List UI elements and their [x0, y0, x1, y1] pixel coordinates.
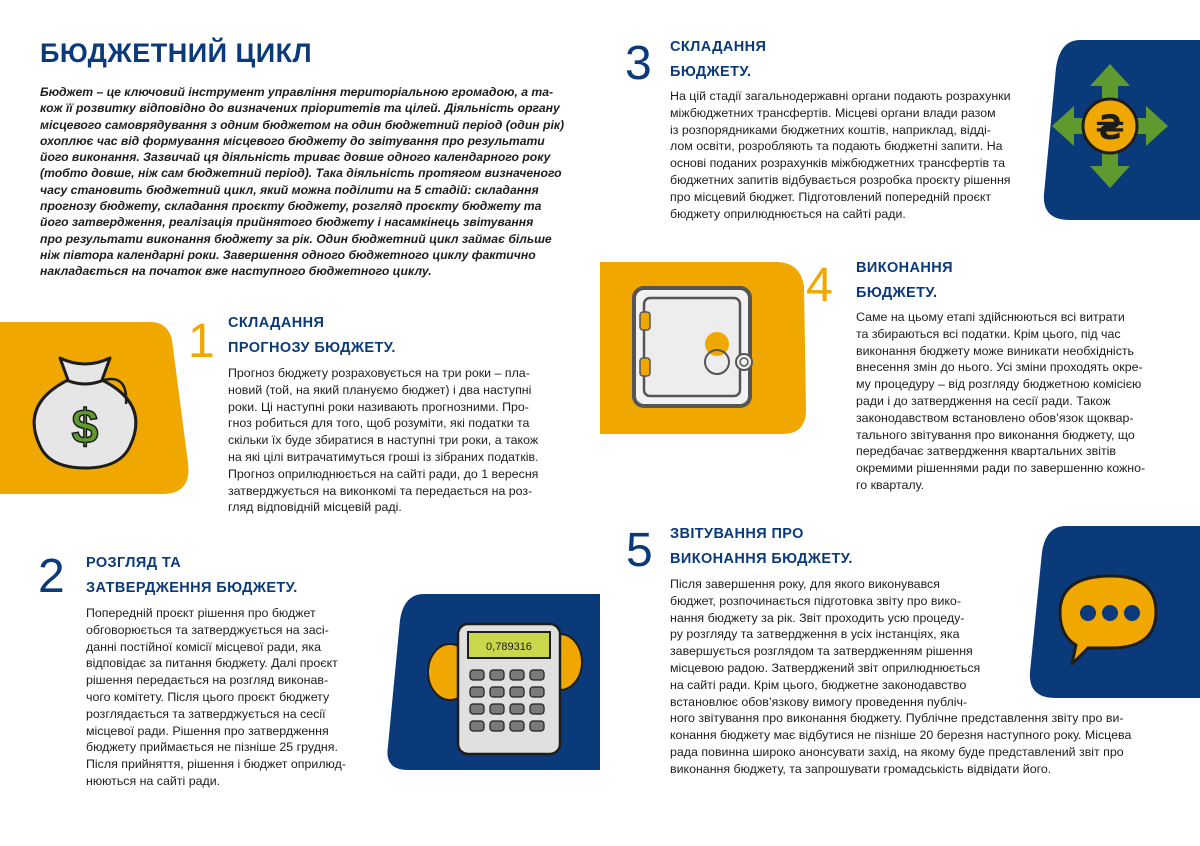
stage-1-title-line: ПРОГНОЗУ БЮДЖЕТУ.	[228, 340, 396, 356]
stage-2-line: відповідає за питання бюджету. Далі проєкт	[86, 656, 338, 671]
stage-2-title	[86, 551, 298, 601]
stage-4-text	[856, 309, 1145, 494]
page-title: БЮДЖЕТНИЙ ЦИКЛ	[40, 38, 313, 68]
intro-line: його затвердження, реалізація прийнятого бюджету і насамкінець звітування	[40, 215, 534, 230]
stage-5-line: конання бюджету має відбутися не пізніше 20 березня наступного року. Місцева	[670, 728, 1132, 743]
stage-3-illustration	[1030, 38, 1200, 222]
intro-line: охоплює час від формування місцевого бюджету до звітування про результати	[40, 133, 545, 148]
hryvnia-coin-arrows-icon	[1030, 38, 1200, 222]
stage-4-line: передбачає затвердження квартальних звітів	[856, 444, 1116, 459]
stage-3-title-line: СКЛАДАННЯ	[670, 39, 767, 55]
stage-5-title-line: ВИКОНАННЯ БЮДЖЕТУ.	[670, 551, 853, 567]
stage-1-text	[228, 365, 539, 516]
stage-2-line: розглядається та затверджується на сесії	[86, 706, 326, 721]
stage-2-line: бюджету приймається не пізніше 25 грудня.	[86, 740, 338, 755]
safe-icon	[600, 260, 808, 436]
intro-line: місцевого самоврядування з одним бюджетом на один бюджетний період (один рік)	[40, 117, 565, 132]
stage-1-number: 1	[188, 315, 215, 368]
intro-line: Бюджет – це ключовий інструмент управління територіальною громадою, а та-	[40, 85, 554, 99]
stage-5-line: рада повинна широко анонсувати захід, на якому буде представлений звіт про	[670, 744, 1124, 759]
intro-line: його виконання. Зазвичай ця діяльність триває довше одного календарного року	[40, 150, 551, 165]
calculator-display: 0,789316	[486, 641, 532, 653]
stage-2-number: 2	[38, 550, 65, 603]
stage-5-title	[670, 522, 853, 572]
stage-5-line: ру розгляду та затвердження в усіх інстанціях, яка	[670, 627, 960, 642]
stage-4-line: законодавством встановлено обов’язок щоквар-	[856, 410, 1134, 425]
svg-text:$: $	[71, 401, 99, 454]
stage-4-illustration	[600, 260, 808, 436]
intro-line: ніж півтора календарні роки. Завершення одного бюджетного циклу фактично	[40, 247, 536, 262]
stage-1-line: Прогноз бюджету розраховується на три роки – пла-	[228, 366, 530, 380]
intro-line: про результати виконання бюджету за рік. Один бюджетний цикл займає більше	[40, 231, 552, 246]
stage-4-line: виконання бюджету може виникати необхідність	[856, 343, 1135, 358]
stage-5-line: Після завершення року, для якого виконувався	[670, 577, 940, 591]
stage-3-title	[670, 35, 766, 85]
stage-4-title-line: ВИКОНАННЯ	[856, 260, 953, 276]
stage-2-title-line: ЗАТВЕРДЖЕННЯ БЮДЖЕТУ.	[86, 580, 298, 596]
stage-2-line: рішення передається на розгляд виконав-	[86, 673, 329, 688]
stage-2-line: обговорюється та затверджується на засі-	[86, 622, 329, 637]
stage-2-line: нюються на сайті ради.	[86, 773, 221, 788]
intro-line: кож її розвитку відповідно до визначених пріоритетів та цілей. Діяльність органу	[40, 101, 560, 116]
stage-2-line: Після прийняття, рішення і бюджет оприлюд-	[86, 757, 346, 772]
stage-3-number: 3	[625, 37, 652, 90]
stage-5-line: місцевою радою. Затверджений звіт оприлюднюється	[670, 660, 981, 675]
stage-4-number: 4	[806, 259, 833, 312]
stage-3-line: бюджету оприлюднюється на сайті ради.	[670, 206, 906, 221]
stage-3-line: На цій стадії загальнодержавні органи подають розрахунки	[670, 89, 1011, 103]
stage-3-line: основі поданих розрахунків міжбюджетних трансфертів та	[670, 156, 1005, 171]
stage-4-title-line: БЮДЖЕТУ.	[856, 285, 938, 301]
stage-5-line: бюджет, розпочинається підготовка звіту про вико-	[670, 593, 961, 608]
stage-1-line: затверджується на виконкомі та передається на роз-	[228, 483, 533, 498]
stage-3-line: про місцевий бюджет. Підготовлений попередній проєкт	[670, 189, 992, 204]
stage-4-line: внесення змін до нього. Усі зміни проходять окре-	[856, 360, 1143, 375]
stage-5-line: виконання бюджету, та запрошувати громадськість відвідати його.	[670, 761, 1052, 776]
stage-4-line: го кварталу.	[856, 477, 925, 492]
intro-line: (тобто довше, ніж сам бюджетний період). Така діяльність протягом визначеного	[40, 166, 562, 181]
stage-4-line: ради і до затвердження на сесії ради. Також	[856, 393, 1111, 408]
intro-paragraph	[40, 84, 575, 280]
stage-1-illustration	[0, 318, 190, 498]
money-bag-icon	[0, 318, 190, 498]
stage-5-line: встановлює обов’язкову вимогу проведення публіч-	[670, 694, 968, 709]
stage-5-line: нання бюджету за рік. Звіт проходить усю процеду-	[670, 610, 965, 625]
intro-line: накладається на початок вже наступного бюджетного циклу.	[40, 264, 432, 279]
stage-4-line: тального звітування про виконання бюджету, що	[856, 427, 1135, 442]
stage-5-title-line: ЗВІТУВАННЯ ПРО	[670, 526, 804, 542]
stage-3-line: лом освіти, розробляють та подають бюджетні запити. На	[670, 139, 1003, 154]
stage-1-line: Прогноз оприлюднюється на сайті ради, до 1 вересня	[228, 466, 539, 481]
stage-2-line: Попередній проєкт рішення про бюджет	[86, 606, 316, 620]
stage-5-line: на сайті ради. Крім цього, бюджетне законодавство	[670, 677, 967, 692]
stage-1-line: гноз робиться для того, щоб розуміти, які податки та	[228, 416, 530, 431]
stage-1-title	[228, 311, 396, 361]
stage-4-line: та збираються всі податки. Крім цього, під час	[856, 326, 1121, 341]
stage-1-title-line: СКЛАДАННЯ	[228, 315, 325, 331]
stage-2-line: місцевої ради. Рішення про затвердження	[86, 723, 329, 738]
stage-1-line: роки. Ці наступні роки називають прогнозними. Про-	[228, 399, 529, 414]
stage-2-illustration	[378, 590, 600, 774]
stage-3-line: міжбюджетних трансфертів. Місцеві органи влади разом	[670, 105, 996, 120]
stage-1-line: гляд відповідній місцевій раді.	[228, 500, 402, 515]
stage-2-line: данні постійної комісії місцевої ради, яка	[86, 639, 321, 654]
stage-4-line: окремими рішеннями ради по завершенню кожно-	[856, 461, 1146, 476]
intro-line: прогнозу бюджету, складання проєкту бюджету, розгляд проєкту бюджету та	[40, 199, 542, 214]
calculator-icon	[378, 590, 600, 774]
stage-3-text	[670, 88, 1011, 222]
stage-4-title	[856, 256, 953, 306]
stage-1-line: скільки їх буде збиратися в наступні три роки, а також	[228, 433, 539, 448]
stage-5-number: 5	[626, 524, 653, 577]
stage-4-line: му процедуру – від розгляду бюджетною комісією	[856, 377, 1142, 392]
stage-5-line: ного звітування про виконання бюджету. Публічне представлення звіту про ви-	[670, 711, 1124, 726]
stage-2-text	[86, 605, 346, 790]
stage-5-line: завершується розглядом та затвердженням рішення	[670, 644, 973, 659]
stage-1-line: новий (той, на який плануємо бюджет) і два наступні	[228, 382, 532, 397]
stage-2-line: чого комітету. Після цього проєкт бюджету	[86, 689, 330, 704]
stage-2-title-line: РОЗГЛЯД ТА	[86, 555, 182, 571]
stage-3-line: із розпорядниками бюджетних коштів, наприклад, відді-	[670, 122, 991, 137]
stage-5-text	[670, 576, 1131, 778]
intro-line: часу становить бюджетний цикл, який можна поділити на 5 стадій: складання	[40, 182, 539, 197]
svg-text:₴: ₴	[1095, 108, 1125, 148]
stage-3-title-line: БЮДЖЕТУ.	[670, 64, 752, 80]
stage-4-line: Саме на цьому етапі здійснюються всі витрати	[856, 310, 1125, 324]
stage-3-line: бюджетних запитів відбувається розробка проєкту рішення	[670, 172, 1011, 187]
stage-1-line: на які цілі витрачатимуться гроші із зібраних податків.	[228, 449, 539, 464]
